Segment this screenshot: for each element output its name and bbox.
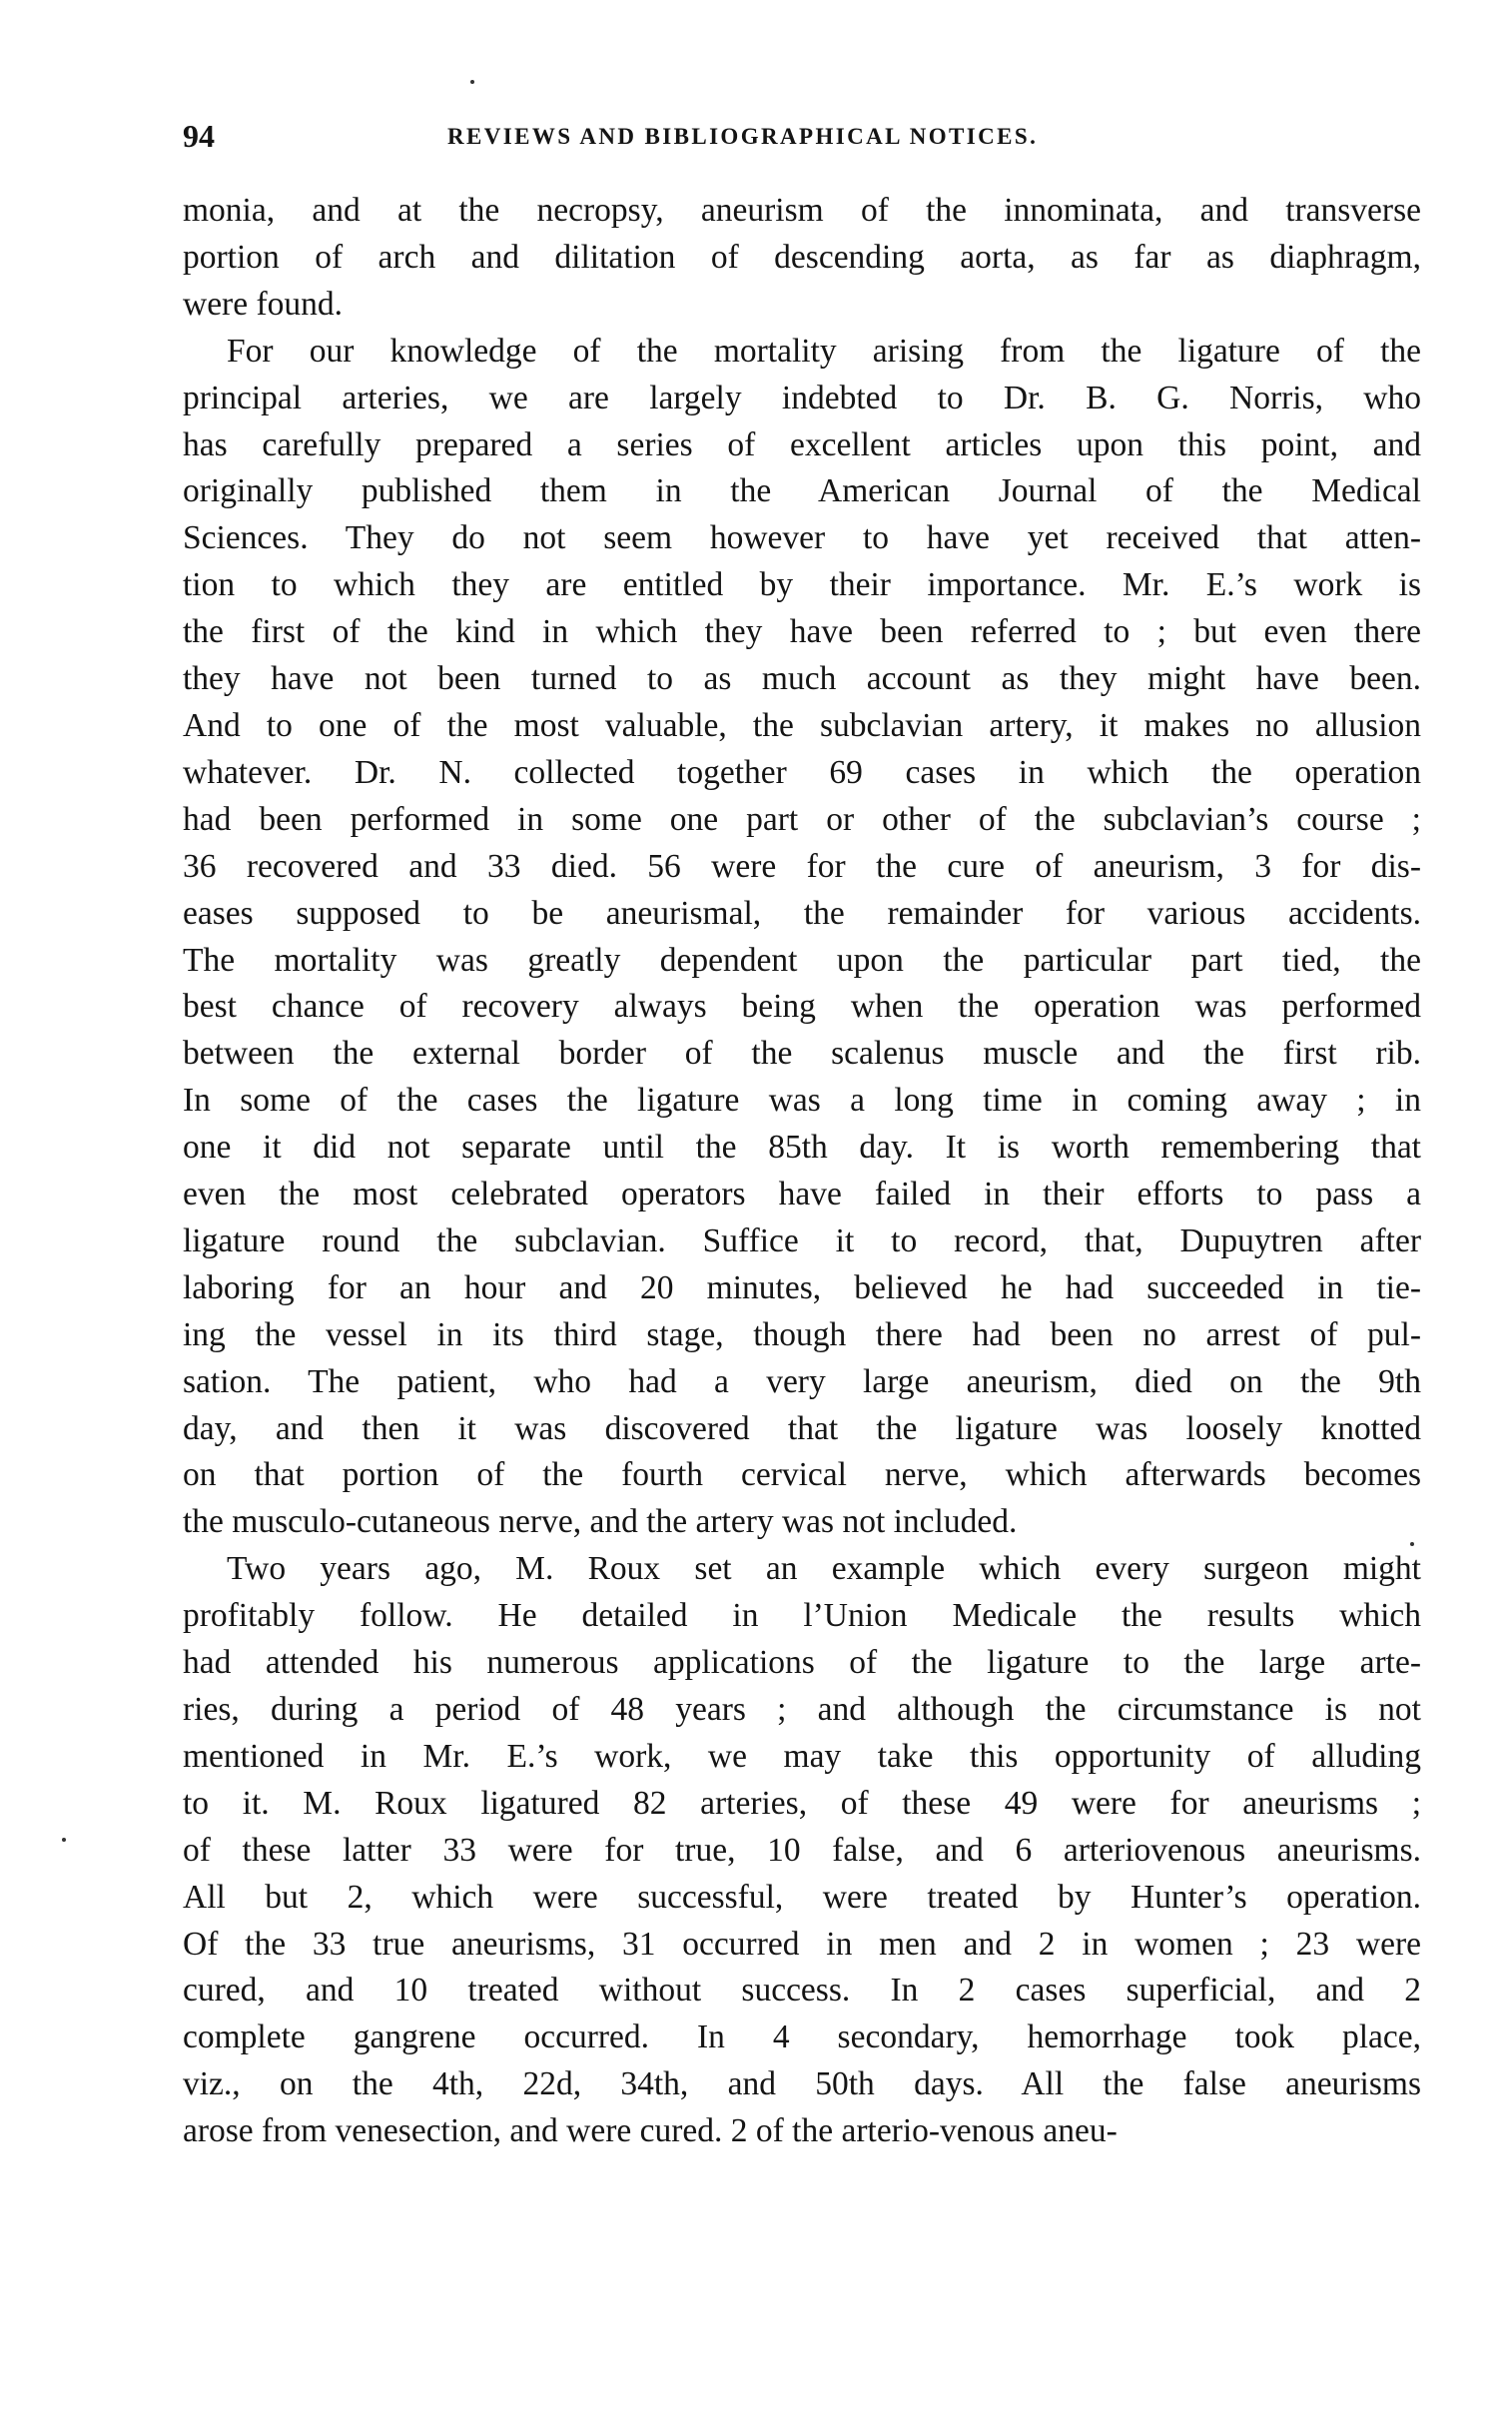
print-speck bbox=[470, 80, 474, 84]
text-line: whatever. Dr. N. collected together 69 cases in which the operation bbox=[183, 753, 1421, 791]
text-line: cured, and 10 treated without success. In 2 cases superficial, and 2 bbox=[183, 1972, 1421, 2010]
text-line: of these latter 33 were for true, 10 false, and 6 arteriovenous aneurisms. bbox=[183, 1831, 1421, 1869]
print-speck bbox=[62, 1838, 66, 1842]
paragraph bbox=[183, 329, 1421, 1547]
text-line: originally published them in the American Journal of the Medical bbox=[183, 472, 1421, 510]
text-line: Sciences. They do not seem however to have yet received that atten- bbox=[183, 519, 1421, 557]
text-line: on that portion of the fourth cervical nerve, which afterwards becomes bbox=[183, 1456, 1421, 1494]
text-line: principal arteries, we are largely indebted to Dr. B. G. Norris, who bbox=[183, 379, 1421, 416]
paragraph bbox=[183, 188, 1421, 329]
text-line: laboring for an hour and 20 minutes, believed he had succeeded in tie- bbox=[183, 1268, 1421, 1306]
text-line: ligature round the subclavian. Suffice it to record, that, Dupuytren after bbox=[183, 1221, 1421, 1259]
text-line: Of the 33 true aneurisms, 31 occurred in men and 2 in women ; 23 were bbox=[183, 1925, 1421, 1963]
text-line: to it. M. Roux ligatured 82 arteries, of these 49 were for aneurisms ; bbox=[183, 1784, 1421, 1822]
page-number: 94 bbox=[183, 118, 215, 154]
text-line: had been performed in some one part or other of the subclavian’s course ; bbox=[183, 800, 1421, 838]
text-line: viz., on the 4th, 22d, 34th, and 50th days. All the false aneurisms bbox=[183, 2065, 1421, 2103]
text-line: ries, during a period of 48 years ; and although the circumstance is not bbox=[183, 1691, 1421, 1728]
text-line: complete gangrene occurred. In 4 secondary, hemorrhage took place, bbox=[183, 2018, 1421, 2056]
text-line: 36 recovered and 33 died. 56 were for the cure of aneurism, 3 for dis- bbox=[183, 847, 1421, 885]
text-line: For our knowledge of the mortality arising from the ligature of the bbox=[227, 332, 1421, 370]
text-line: were found. bbox=[183, 285, 343, 323]
text-line: In some of the cases the ligature was a long time in coming away ; in bbox=[183, 1082, 1421, 1120]
text-line: And to one of the most valuable, the subclavian artery, it makes no allusion bbox=[183, 706, 1421, 744]
text-line: best chance of recovery always being when the operation was performed bbox=[183, 988, 1421, 1026]
text-line: ing the vessel in its third stage, though there had been no arrest of pul- bbox=[183, 1315, 1421, 1353]
text-line: had attended his numerous applications of the ligature to the large arte- bbox=[183, 1644, 1421, 1682]
text-line: eases supposed to be aneurismal, the remainder for various accidents. bbox=[183, 894, 1421, 932]
text-line: The mortality was greatly dependent upon the particular part tied, the bbox=[183, 941, 1421, 979]
paragraph bbox=[183, 1546, 1421, 2155]
text-line: even the most celebrated operators have failed in their efforts to pass a bbox=[183, 1176, 1421, 1213]
text-line: the first of the kind in which they have been referred to ; but even there bbox=[183, 613, 1421, 651]
running-head: REVIEWS AND BIBLIOGRAPHICAL NOTICES. bbox=[447, 124, 1039, 149]
text-line: portion of arch and dilitation of descending aorta, as far as diaphragm, bbox=[183, 238, 1421, 276]
page-header bbox=[183, 118, 1421, 158]
text-line: All but 2, which were successful, were treated by Hunter’s operation. bbox=[183, 1878, 1421, 1916]
text-line: mentioned in Mr. E.’s work, we may take this opportunity of alluding bbox=[183, 1737, 1421, 1775]
text-line: sation. The patient, who had a very large aneurism, died on the 9th bbox=[183, 1362, 1421, 1400]
text-line: day, and then it was discovered that the ligature was loosely knotted bbox=[183, 1409, 1421, 1447]
text-line: the musculo-cutaneous nerve, and the artery was not included. bbox=[183, 1503, 1018, 1541]
body-text bbox=[183, 188, 1421, 2155]
text-line: one it did not separate until the 85th day. It is worth remembering that bbox=[183, 1129, 1421, 1167]
text-line: has carefully prepared a series of excellent articles upon this point, and bbox=[183, 425, 1421, 463]
text-line: Two years ago, M. Roux set an example which every surgeon might bbox=[227, 1550, 1421, 1588]
text-line: between the external border of the scalenus muscle and the first rib. bbox=[183, 1035, 1421, 1073]
text-line: they have not been turned to as much account as they might have been. bbox=[183, 660, 1421, 698]
text-line: monia, and at the necropsy, aneurism of the innominata, and transverse bbox=[183, 192, 1421, 229]
text-line: arose from venesection, and were cured. 2 of the arterio-venous aneu- bbox=[183, 2112, 1118, 2150]
text-line: tion to which they are entitled by their importance. Mr. E.’s work is bbox=[183, 566, 1421, 604]
text-line: profitably follow. He detailed in l’Union Medicale the results which bbox=[183, 1597, 1421, 1635]
